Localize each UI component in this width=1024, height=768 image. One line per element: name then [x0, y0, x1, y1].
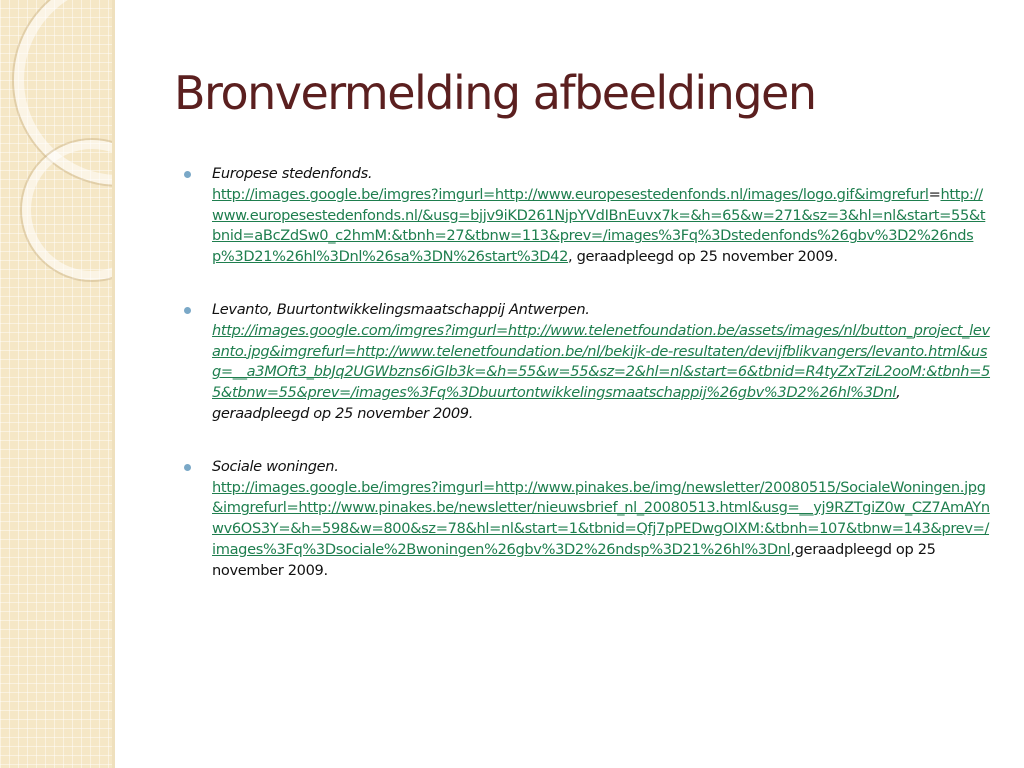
source-link[interactable]: http://images.google.be/imgres?imgurl=http://www.pinakes.be/img/newsletter/20080515/SocialeWoningen.jpg&imgrefurl=http://www.pinakes.be/newsletter/nieuwsbrief_nl_20080513.html&usg=__yj9RZTgiZ0w_CZ7AmAYnwv6OS3Y=&h=598&w=800&sz=78&hl=nl&start=1&tbnid=Qfj7pPEDwgOIXM:&tbnh=107&tbnw=143&prev=/images%3Fq%3Dsociale%2Bwoningen%26gbv%3D2%26ndsp%3D21%26hl%3Dnl	[212, 478, 990, 558]
source-list	[184, 164, 992, 614]
link-separator: =	[928, 185, 941, 203]
consulted-date: , geraadpleegd op 25 november 2009.	[568, 248, 838, 266]
bullet-icon	[184, 171, 191, 178]
source-entry-text	[212, 457, 992, 582]
source-link[interactable]: http://images.google.be/imgres?imgurl=http://www.europesestedenfonds.nl/images/logo.gif&imgrefurl	[212, 185, 929, 203]
decorative-ring	[22, 140, 115, 280]
bullet-icon	[184, 307, 191, 314]
consulted-date: , geraadpleegd op 25 november 2009.	[212, 384, 901, 422]
source-name: Levanto, Buurtontwikkelingsmaatschappij Antwerpen.	[212, 300, 590, 318]
source-name: Europese stedenfonds.	[212, 165, 373, 182]
consulted-date: ,geraadpleegd op 25 november 2009.	[212, 540, 936, 579]
bullet-icon	[184, 464, 191, 471]
slide-title: Bronvermelding afbeeldingen	[174, 66, 816, 120]
source-entry-text	[212, 300, 992, 425]
source-link[interactable]: http://images.google.com/imgres?imgurl=http://www.telenetfoundation.be/assets/images/nl/button_project_levanto.jpg&imgrefurl=http://www.telenetfoundation.be/nl/bekijk-de-resultaten/devijfblikvangers/levanto.html&usg=__a3MOft3_bbJq2UGWbzns6iGlb3k=&h=55&w=55&sz=2&hl=nl&start=6&tbnid=R4tyZxTziL2ooM:&tbnh=55&tbnw=55&prev=/images%3Fq%3Dbuurtontwikkelingsmaatschappij%26gbv%3D2%26hl%3Dnl	[212, 321, 991, 402]
source-link[interactable]: http://www.europesestedenfonds.nl/&usg=bjjv9iKD261NjpYVdIBnEuvx7k=&h=65&w=271&sz=3&hl=nl&start=55&tbnid=aBcZdSw0_c2hmM:&tbnh=27&tbnw=113&prev=/images%3Fq%3Dstedenfonds%26gbv%3D2%26ndsp%3D21%26hl%3Dnl%26sa%3DN%26start%3D42	[212, 185, 986, 266]
decorative-sidebar	[0, 0, 115, 768]
source-entry	[184, 300, 992, 425]
source-entry	[184, 164, 992, 268]
source-entry-text	[212, 164, 992, 268]
source-entry	[184, 457, 992, 582]
source-name: Sociale woningen.	[212, 457, 339, 475]
sidebar-edge	[112, 0, 115, 768]
